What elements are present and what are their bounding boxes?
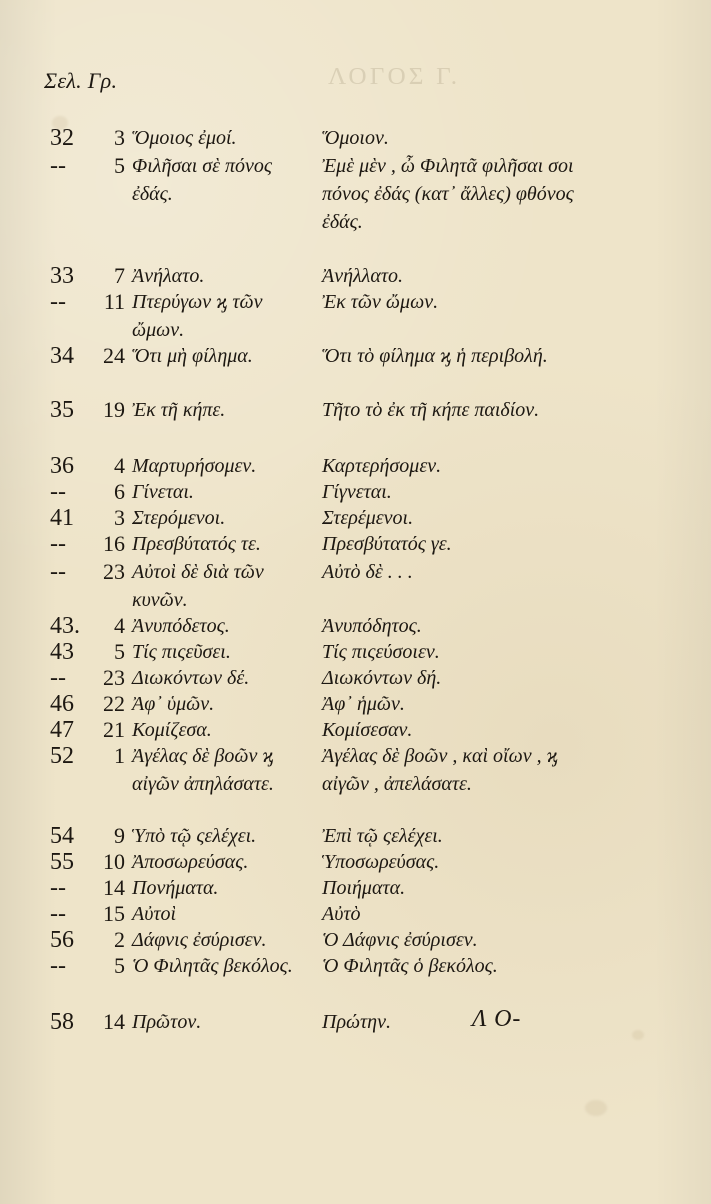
page-number: -- [50,531,66,557]
erroneous-reading: Κομίζεσα. [132,719,212,741]
line-number: 3 [114,125,125,150]
corrected-reading: Πρεσβύτατός γε. [322,533,452,555]
erroneous-reading: Φιλῆσαι σὲ πόνος ἐδάς. [132,155,273,205]
line-number: 11 [103,289,125,314]
page-number: 43 [50,639,74,665]
page-number: 33 [50,263,74,289]
corrected-reading: Ὑποσωρεύσας. [322,851,440,873]
line-number: 24 [103,343,125,368]
page-number: -- [50,953,66,979]
corrected-reading: Ἐκ τῶν ὤμων. [322,291,439,313]
page-number: 47 [50,717,74,743]
corrected-reading: Αὐτὸ [322,903,361,925]
corrected-reading: Ἐπὶ τῷ ςελέχει. [322,825,443,847]
erroneous-reading: Ἀνυπόδετος. [132,615,230,637]
erroneous-reading: Δάφνις ἐσύρισεν. [132,929,267,951]
page-number: 41 [50,505,74,531]
corrected-reading: Ὁ Φιλητᾶς ὁ βεκόλος. [322,955,498,977]
erroneous-reading: Αὐτοὶ [132,903,177,925]
running-head: Σελ. Γρ. [44,68,118,93]
erroneous-reading: Ἀφ᾽ ὑμῶν. [132,693,215,715]
corrected-reading: Αὐτὸ δὲ . . . [322,561,413,583]
erroneous-reading: Διωκόντων δέ. [132,667,250,689]
corrected-reading: Ὅμοιον. [322,127,389,149]
page-number: 58 [50,1009,74,1035]
erroneous-reading: Ὁ Φιλητᾶς βεκόλος. [132,955,293,977]
erroneous-reading: Πρεσβύτατός τε. [132,533,261,555]
line-number: 14 [103,1009,125,1034]
line-number: 21 [103,717,125,742]
page-number: -- [50,875,66,901]
page-number: 52 [50,743,74,769]
erroneous-reading: Ὅμοιος ἐμοί. [132,127,237,149]
corrected-reading: Καρτερήσομεν. [322,455,442,477]
page-number: 43. [50,613,80,639]
page-number: -- [50,559,66,585]
line-number: 1 [114,743,125,768]
corrected-reading: Ἀνυπόδητος. [322,615,422,637]
corrected-reading: Τίς πιςεύσοιεν. [322,641,440,663]
line-number: 10 [103,849,125,874]
corrected-reading: Ὁ Δάφνις ἐσύρισεν. [322,929,478,951]
line-number: 23 [103,559,125,584]
erroneous-reading: Πτερύγων ϗ τῶν ὤμων. [132,291,263,341]
erroneous-reading: Ἀποσωρεύσας. [132,851,249,873]
line-number: 23 [103,665,125,690]
line-number: 22 [103,691,125,716]
erroneous-reading: Ἐκ τῆ κήπε. [132,399,226,421]
page-number: 55 [50,849,74,875]
page-number: -- [50,479,66,505]
corrected-reading: Γίγνεται. [322,481,392,503]
line-number: 14 [103,875,125,900]
page-number: -- [50,289,66,315]
line-number: 15 [103,901,125,926]
page-number: 56 [50,927,74,953]
corrected-reading: Τῆτο τὸ ἐκ τῆ κήπε παιδίον. [322,399,540,421]
corrected-reading: Ἀγέλας δὲ βοῶν , καὶ οἴων , ϗ αἰγῶν , ἀπελάσατε. [322,745,558,795]
erroneous-reading: Αὐτοὶ δὲ διὰ τῶν κυνῶν. [132,561,264,611]
page-number: -- [50,665,66,691]
catchword: Λ Ο- [472,1006,522,1032]
page-number: 35 [50,397,74,423]
line-number: 5 [114,153,125,178]
line-number: 16 [103,531,125,556]
line-number: 4 [114,613,125,638]
line-number: 6 [114,479,125,504]
line-number: 2 [114,927,125,952]
erroneous-reading: Μαρτυρήσομεν. [132,455,257,477]
faint-bleed-through-title: ΛΟΓΟΣ Γ. [328,64,461,90]
line-number: 7 [114,263,125,288]
corrected-reading: Κομίσεσαν. [322,719,413,741]
corrected-reading: Ἀνήλλατο. [322,265,403,287]
page-number: 32 [50,125,74,151]
erroneous-reading: Πρῶτον. [132,1011,202,1033]
erroneous-reading: Ὑπὸ τῷ ςελέχει. [132,825,257,847]
line-number: 4 [114,453,125,478]
erroneous-reading: Γίνεται. [132,481,194,503]
page-number: -- [50,901,66,927]
corrected-reading: Διωκόντων δή. [322,667,442,689]
corrected-reading: Ἀφ᾽ ἡμῶν. [322,693,405,715]
erroneous-reading: Ἀγέλας δὲ βοῶν ϗ αἰγῶν ἀπηλάσατε. [132,745,274,795]
erroneous-reading: Ἀνήλατο. [132,265,205,287]
page-number: 36 [50,453,74,479]
line-number: 19 [103,397,125,422]
page-number: 34 [50,343,74,369]
erroneous-reading: Τίς πιςεῦσει. [132,641,231,663]
erroneous-reading: Στερόμενοι. [132,507,226,529]
line-number: 9 [114,823,125,848]
corrected-reading: Ἐμὲ μὲν , ὦ Φιλητᾶ φιλῆσαι σοι πόνος ἐδάς (κατ᾽ ἄλλες) φθόνος ἐδάς. [322,155,574,233]
page-number: 54 [50,823,74,849]
erroneous-reading: Ὅτι μὴ φίλημα. [132,345,253,367]
line-number: 3 [114,505,125,530]
corrected-reading: Ὅτι τὸ φίλημα ϗ ἡ περιβολή. [322,345,548,367]
line-number: 5 [114,953,125,978]
page-number: 46 [50,691,74,717]
page-number: -- [50,153,66,179]
corrected-reading: Ποιήματα. [322,877,406,899]
corrected-reading: Στερέμενοι. [322,507,414,529]
corrected-reading: Πρώτην. [322,1011,391,1033]
line-number: 5 [114,639,125,664]
erroneous-reading: Πονήματα. [132,877,219,899]
